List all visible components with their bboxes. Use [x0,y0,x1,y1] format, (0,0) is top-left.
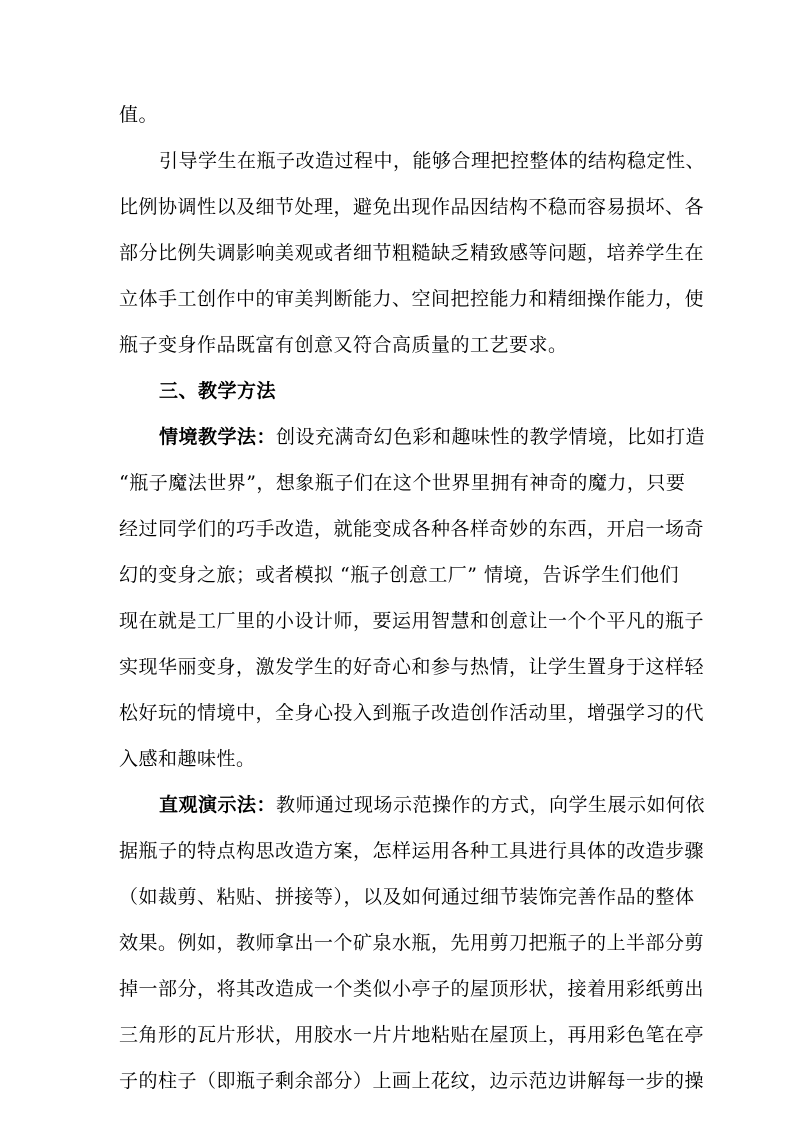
text-line: 实现华丽变身，激发学生的好奇心和参与热情，让学生置身于这样轻 [119,656,705,678]
text-line: 幻的变身之旅；或者模拟 “瓶子创意工厂” 情境，告诉学生们他们 [119,564,680,586]
method-description: 创设充满奇幻色彩和趣味性的教学情境，比如打造 [276,426,706,448]
section-heading: 三、教学方法 [159,380,277,402]
text-line: 经过同学们的巧手改造，就能变成各种各样奇妙的东西，开启一场奇 [119,518,705,540]
text-line: 子的柱子（即瓶子剩余部分）上画上花纹，边示范边讲解每一步的操 [119,1070,705,1092]
text-line: 据瓶子的特点构思改造方案，怎样运用各种工具进行具体的改造步骤 [119,840,705,862]
method-term: 情境教学法： [159,426,277,448]
text-line: 比例协调性以及细节处理，避免出现作品因结构不稳而容易损坏、各 [119,196,705,218]
text-line: 掉一部分，将其改造成一个类似小亭子的屋顶形状，接着用彩纸剪出 [119,978,705,1000]
text-line: “瓶子魔法世界”，想象瓶子们在这个世界里拥有神奇的魔力，只要 [119,472,686,494]
text-line: 部分比例失调影响美观或者细节粗糙缺乏精致感等问题，培养学生在 [119,242,705,264]
paragraph-first-line [159,794,705,816]
method-term: 直观演示法： [159,794,277,816]
text-line: 三角形的瓦片形状，用胶水一片片地粘贴在屋顶上，再用彩色笔在亭 [119,1024,705,1046]
paragraph-first-line [159,426,705,448]
text-line: 现在就是工厂里的小设计师，要运用智慧和创意让一个个平凡的瓶子 [119,610,705,632]
text-line: 效果。例如，教师拿出一个矿泉水瓶，先用剪刀把瓶子的上半部分剪 [119,932,705,954]
method-description: 教师通过现场示范操作的方式，向学生展示如何依 [276,794,706,816]
text-line: 瓶子变身作品既富有创意又符合高质量的工艺要求。 [119,334,568,356]
text-line: 值。 [119,104,159,126]
paragraph-first-line: 引导学生在瓶子改造过程中，能够合理把控整体的结构稳定性、 [159,150,706,172]
text-line: 立体手工创作中的审美判断能力、空间把控能力和精细操作能力，使 [119,288,705,310]
text-line: 入感和趣味性。 [119,748,256,770]
text-line: 松好玩的情境中，全身心投入到瓶子改造创作活动里，增强学习的代 [119,702,705,724]
text-line: （如裁剪、粘贴、拼接等），以及如何通过细节装饰完善作品的整体 [119,886,695,908]
